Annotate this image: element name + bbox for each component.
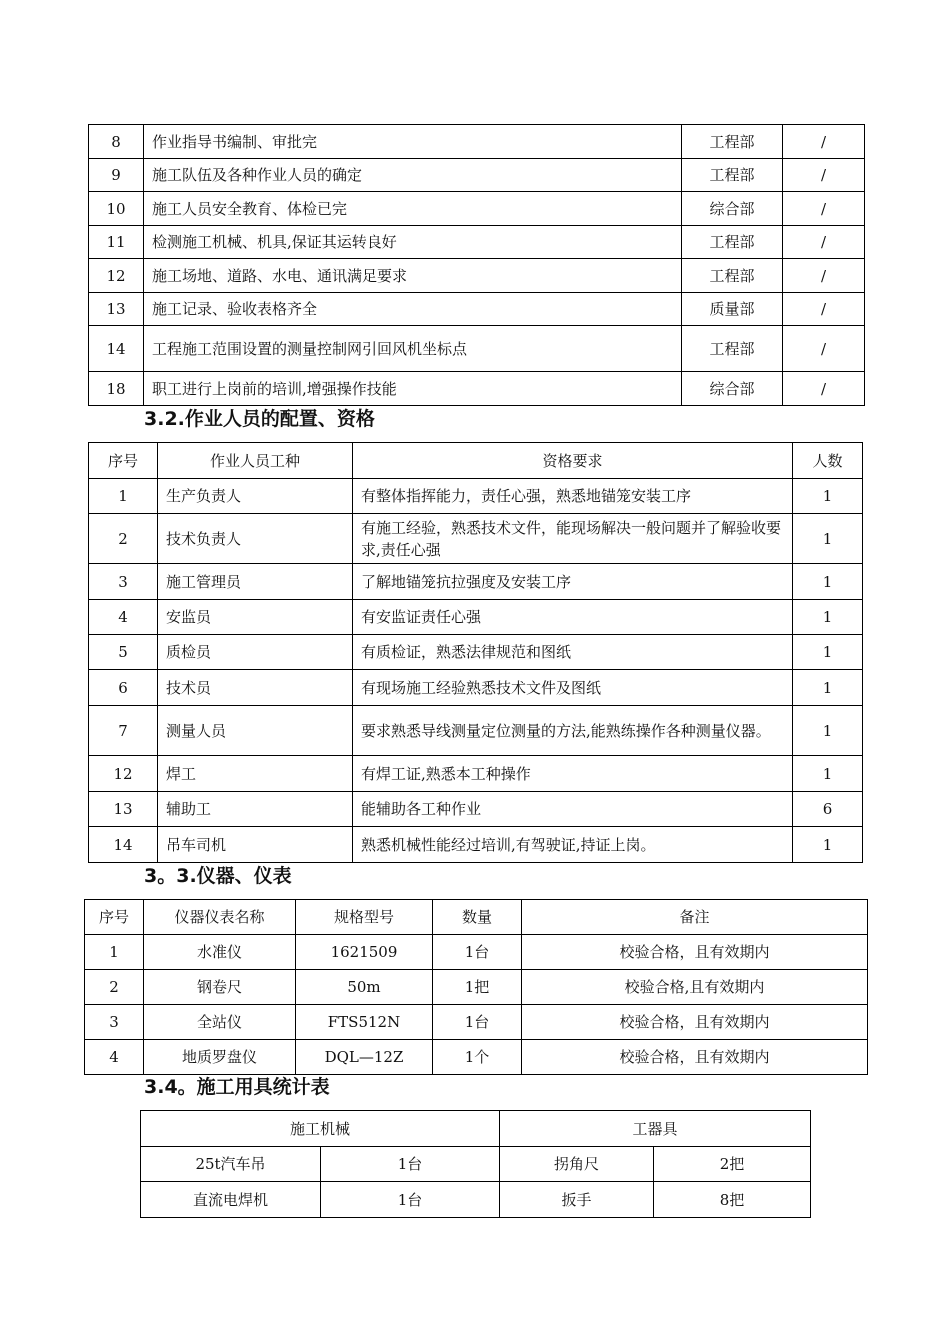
status-mark: / xyxy=(783,226,865,259)
headcount: 1 xyxy=(793,514,863,564)
qualification: 有整体指挥能力，责任心强，熟悉地锚笼安装工序 xyxy=(353,479,793,514)
instrument-model: FTS512N xyxy=(296,1005,433,1040)
header-instrument-name: 仪器仪表名称 xyxy=(144,900,296,935)
row-number: 4 xyxy=(89,600,158,635)
check-item: 施工场地、道路、水电、通讯满足要求 xyxy=(144,259,682,293)
row-number: 12 xyxy=(89,259,144,293)
responsible-dept: 质量部 xyxy=(682,293,783,326)
table-row xyxy=(89,479,863,514)
row-number: 10 xyxy=(89,192,144,226)
worker-type: 技术员 xyxy=(158,670,353,706)
row-number: 9 xyxy=(89,159,144,192)
table-row xyxy=(89,792,863,827)
row-number: 14 xyxy=(89,827,158,863)
check-item: 作业指导书编制、审批完 xyxy=(144,125,682,159)
table-row xyxy=(89,192,865,226)
worker-type: 测量人员 xyxy=(158,706,353,756)
row-number: 6 xyxy=(89,670,158,706)
row-number: 1 xyxy=(85,935,144,970)
headcount: 1 xyxy=(793,827,863,863)
status-mark: / xyxy=(783,293,865,326)
row-number: 2 xyxy=(89,514,158,564)
section-heading-personnel: 3.2.作业人员的配置、资格 xyxy=(144,408,375,430)
header-worker-type: 作业人员工种 xyxy=(158,443,353,479)
row-number: 1 xyxy=(89,479,158,514)
row-number: 8 xyxy=(89,125,144,159)
worker-type: 技术负责人 xyxy=(158,514,353,564)
table-row xyxy=(89,159,865,192)
table-row xyxy=(89,564,863,600)
instruments-table xyxy=(84,899,868,1075)
table-row xyxy=(89,372,865,406)
responsible-dept: 工程部 xyxy=(682,159,783,192)
responsible-dept: 工程部 xyxy=(682,326,783,372)
section-heading-equipment: 3.4。施工用具统计表 xyxy=(144,1076,330,1098)
qualification: 有焊工证,熟悉本工种操作 xyxy=(353,756,793,792)
table-row xyxy=(141,1182,811,1218)
instrument-model: 50m xyxy=(296,970,433,1005)
header-model: 规格型号 xyxy=(296,900,433,935)
headcount: 6 xyxy=(793,792,863,827)
worker-type: 施工管理员 xyxy=(158,564,353,600)
header-headcount: 人数 xyxy=(793,443,863,479)
row-number: 13 xyxy=(89,293,144,326)
row-number: 13 xyxy=(89,792,158,827)
tool-quantity: 8把 xyxy=(654,1182,811,1218)
instrument-quantity: 1台 xyxy=(433,935,522,970)
instrument-remarks: 校验合格，且有效期内 xyxy=(522,935,868,970)
personnel-table xyxy=(88,442,863,863)
worker-type: 吊车司机 xyxy=(158,827,353,863)
table-row xyxy=(85,1040,868,1075)
table-row xyxy=(89,827,863,863)
table-row xyxy=(89,125,865,159)
row-number: 4 xyxy=(85,1040,144,1075)
machinery-name: 25t汽车吊 xyxy=(141,1147,321,1182)
row-number: 3 xyxy=(85,1005,144,1040)
table-row xyxy=(89,226,865,259)
headcount: 1 xyxy=(793,756,863,792)
header-requirements: 资格要求 xyxy=(353,443,793,479)
instrument-quantity: 1个 xyxy=(433,1040,522,1075)
header-no: 序号 xyxy=(89,443,158,479)
row-number: 11 xyxy=(89,226,144,259)
row-number: 7 xyxy=(89,706,158,756)
headcount: 1 xyxy=(793,479,863,514)
table-header-row xyxy=(85,900,868,935)
table-row xyxy=(89,756,863,792)
row-number: 2 xyxy=(85,970,144,1005)
responsible-dept: 工程部 xyxy=(682,259,783,293)
table-row xyxy=(89,326,865,372)
table-header-row xyxy=(141,1111,811,1147)
check-item: 施工队伍及各种作业人员的确定 xyxy=(144,159,682,192)
qualification: 有现场施工经验熟悉技术文件及图纸 xyxy=(353,670,793,706)
status-mark: / xyxy=(783,125,865,159)
instrument-name: 地质罗盘仪 xyxy=(144,1040,296,1075)
check-item: 施工人员安全教育、体检已完 xyxy=(144,192,682,226)
header-quantity: 数量 xyxy=(433,900,522,935)
responsible-dept: 综合部 xyxy=(682,192,783,226)
worker-type: 生产负责人 xyxy=(158,479,353,514)
qualification: 有质检证，熟悉法律规范和图纸 xyxy=(353,635,793,670)
instrument-model: DQL—12Z xyxy=(296,1040,433,1075)
instrument-quantity: 1台 xyxy=(433,1005,522,1040)
qualification: 有施工经验，熟悉技术文件，能现场解决一般问题并了解验收要求,责任心强 xyxy=(353,514,793,564)
machinery-name: 直流电焊机 xyxy=(141,1182,321,1218)
qualification: 熟悉机械性能经过培训,有驾驶证,持证上岗。 xyxy=(353,827,793,863)
headcount: 1 xyxy=(793,564,863,600)
check-item: 职工进行上岗前的培训,增强操作技能 xyxy=(144,372,682,406)
check-item: 检测施工机械、机具,保证其运转良好 xyxy=(144,226,682,259)
table-row xyxy=(89,706,863,756)
row-number: 12 xyxy=(89,756,158,792)
status-mark: / xyxy=(783,259,865,293)
worker-type: 质检员 xyxy=(158,635,353,670)
table-row xyxy=(85,970,868,1005)
headcount: 1 xyxy=(793,635,863,670)
row-number: 3 xyxy=(89,564,158,600)
header-tools: 工器具 xyxy=(500,1111,811,1147)
equipment-table xyxy=(140,1110,811,1218)
instrument-remarks: 校验合格,且有效期内 xyxy=(522,970,868,1005)
headcount: 1 xyxy=(793,670,863,706)
instrument-name: 水准仪 xyxy=(144,935,296,970)
machinery-quantity: 1台 xyxy=(321,1147,500,1182)
worker-type: 辅助工 xyxy=(158,792,353,827)
check-item: 施工记录、验收表格齐全 xyxy=(144,293,682,326)
table-row xyxy=(85,935,868,970)
instrument-remarks: 校验合格，且有效期内 xyxy=(522,1040,868,1075)
preparation-checklist-table xyxy=(88,124,865,406)
header-remarks: 备注 xyxy=(522,900,868,935)
instrument-name: 全站仪 xyxy=(144,1005,296,1040)
qualification: 了解地锚笼抗拉强度及安装工序 xyxy=(353,564,793,600)
responsible-dept: 综合部 xyxy=(682,372,783,406)
headcount: 1 xyxy=(793,600,863,635)
header-machinery: 施工机械 xyxy=(141,1111,500,1147)
status-mark: / xyxy=(783,372,865,406)
row-number: 14 xyxy=(89,326,144,372)
instrument-remarks: 校验合格，且有效期内 xyxy=(522,1005,868,1040)
worker-type: 安监员 xyxy=(158,600,353,635)
table-header-row xyxy=(89,443,863,479)
status-mark: / xyxy=(783,326,865,372)
headcount: 1 xyxy=(793,706,863,756)
table-row xyxy=(85,1005,868,1040)
qualification: 要求熟悉导线测量定位测量的方法,能熟练操作各种测量仪器。 xyxy=(353,706,793,756)
machinery-quantity: 1台 xyxy=(321,1182,500,1218)
section-heading-instruments: 3。3.仪器、仪表 xyxy=(144,865,292,887)
row-number: 5 xyxy=(89,635,158,670)
header-no: 序号 xyxy=(85,900,144,935)
table-row xyxy=(89,259,865,293)
tool-name: 拐角尺 xyxy=(500,1147,654,1182)
row-number: 18 xyxy=(89,372,144,406)
worker-type: 焊工 xyxy=(158,756,353,792)
table-row xyxy=(89,293,865,326)
tool-name: 扳手 xyxy=(500,1182,654,1218)
qualification: 有安监证责任心强 xyxy=(353,600,793,635)
status-mark: / xyxy=(783,192,865,226)
instrument-quantity: 1把 xyxy=(433,970,522,1005)
qualification: 能辅助各工种作业 xyxy=(353,792,793,827)
tool-quantity: 2把 xyxy=(654,1147,811,1182)
instrument-model: 1621509 xyxy=(296,935,433,970)
check-item: 工程施工范围设置的测量控制网引回风机坐标点 xyxy=(144,326,682,372)
table-row xyxy=(89,670,863,706)
table-row xyxy=(89,514,863,564)
responsible-dept: 工程部 xyxy=(682,226,783,259)
instrument-name: 钢卷尺 xyxy=(144,970,296,1005)
table-row xyxy=(89,635,863,670)
table-row xyxy=(89,600,863,635)
table-row xyxy=(141,1147,811,1182)
status-mark: / xyxy=(783,159,865,192)
responsible-dept: 工程部 xyxy=(682,125,783,159)
